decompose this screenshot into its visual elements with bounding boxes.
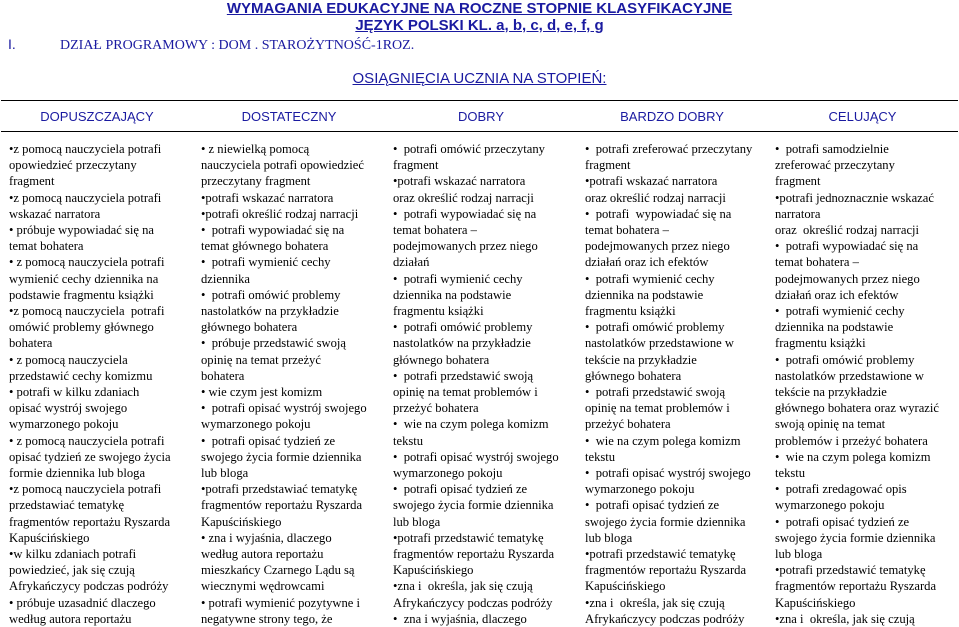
grade-header-row [1,101,958,132]
grade-header-celujacy: CELUJĄCY [767,101,958,132]
requirements-table [1,100,958,627]
document-title: WYMAGANIA EDUKACYJNE NA ROCZNE STOPNIE KLASYFIKACYJNE [0,0,959,17]
grade-header-dopuszczajacy: DOPUSZCZAJĄCY [1,101,193,132]
requirements-text: • potrafi zreferować przeczytany fragment •potrafi wskazać narratora oraz określić rodzaj narracji • potrafi wypowiadać się na temat bohatera – podejmowanych przez niego działań oraz ich efektów • potrafi wymienić cechy dziennika na podstawie fragmentu książki • potrafi omówić problemy nastolatków przedstawione w tekście na przykładzie głównego bohatera • potrafi przedstawić swoją opinię na temat problemów i przeżyć bohatera • wie na czym polega komizm tekstu • potrafi opisać wystrój swojego wymarzonego pokoju • potrafi opisać tydzień ze swojego życia formie dziennika lub bloga •potrafi przedstawić tematykę fragmentów reportażu Ryszarda Kapuścińskiego •zna i określa, jak się czują Afrykańczycy podczas podróży [585,141,763,627]
requirements-dostateczny [193,132,385,627]
section-text: DZIAŁ PROGRAMOWY : DOM . STAROŻYTNOŚĆ-1ROZ. [60,38,414,53]
requirements-text: • potrafi samodzielnie zreferować przeczytany fragment •potrafi jednoznacznie wskazać narratora oraz określić rodzaj narracji • potrafi wypowiadać się na temat bohatera – podejmowanych przez niego działań oraz ich efektów • potrafi wymienić cechy dziennika na podstawie fragmentu książki • potrafi omówić problemy nastolatków przedstawione w tekście na przykładzie głównego bohatera oraz wyrazić swoją opinię na temat problemów i przeżyć bohatera • wie na czym polega komizm tekstu • potrafi zredagować opis wymarzonego pokoju • potrafi opisać tydzień ze swojego życia formie dziennika lub bloga •potrafi przedstawić tematykę fragmentów reportażu Ryszarda Kapuścińskiego •zna i określa, jak się czują [775,141,954,627]
achievements-subtitle: OSIĄGNIĘCIA UCZNIA NA STOPIEŃ: [0,70,959,87]
grade-header-dobry: DOBRY [385,101,577,132]
requirements-text: • z niewielką pomocą nauczyciela potrafi opowiedzieć przeczytany fragment •potrafi wskazać narratora •potrafi określić rodzaj narracji • potrafi wypowiadać się na temat głównego bohatera • potrafi wymienić cechy dziennika • potrafi omówić problemy nastolatków na przykładzie głównego bohatera • próbuje przedstawić swoją opinię na temat przeżyć bohatera • wie czym jest komizm • potrafi opisać wystrój swojego wymarzonego pokoju • potrafi opisać tydzień ze swojego życia formie dziennika lub bloga •potrafi przedstawiać tematykę fragmentów reportażu Ryszarda Kapuścińskiego • zna i wyjaśnia, dlaczego według autora reportażu mieszkańcy Czarnego Lądu są wiecznymi wędrowcami • potrafi wymienić pozytywne i negatywne strony tego, że [201,141,381,627]
section-number: I. [8,36,60,52]
requirements-celujacy [767,132,958,627]
section-heading [8,36,414,54]
grade-header-bardzo-dobry: BARDZO DOBRY [577,101,767,132]
requirements-bardzo-dobry [577,132,767,627]
requirements-text: • potrafi omówić przeczytany fragment •potrafi wskazać narratora oraz określić rodzaj narracji • potrafi wypowiadać się na temat bohatera – podejmowanych przez niego działań • potrafi wymienić cechy dziennika na podstawie fragmentu książki • potrafi omówić problemy nastolatków na przykładzie głównego bohatera • potrafi przedstawić swoją opinię na temat problemów i przeżyć bohatera • wie na czym polega komizm tekstu • potrafi opisać wystrój swojego wymarzonego pokoju • potrafi opisać tydzień ze swojego życia formie dziennika lub bloga •potrafi przedstawić tematykę fragmentów reportażu Ryszarda Kapuścińskiego •zna i określa, jak się czują Afrykańczycy podczas podróży • zna i wyjaśnia, dlaczego [393,141,573,627]
document-subject: JĘZYK POLSKI KL. a, b, c, d, e, f, g [0,17,959,34]
requirements-row [1,132,958,627]
requirements-text: •z pomocą nauczyciela potrafi opowiedzieć przeczytany fragment •z pomocą nauczyciela potrafi wskazać narratora • próbuje wypowiadać się na temat bohatera • z pomocą nauczyciela potrafi wymienić cechy dziennika na podstawie fragmentu książki •z pomocą nauczyciela potrafi omówić problemy głównego bohatera • z pomocą nauczyciela przedstawić cechy komizmu • potrafi w kilku zdaniach opisać wystrój swojego wymarzonego pokoju • z pomocą nauczyciela potrafi opisać tydzień ze swojego życia formie dziennika lub bloga •z pomocą nauczyciela potrafi przedstawiać tematykę fragmentów reportażu Ryszarda Kapuścińskiego •w kilku zdaniach potrafi powiedzieć, jak się czują Afrykańczycy podczas podróży • próbuje uzasadnić dlaczego według autora reportażu [9,141,189,627]
requirements-dopuszczajacy [1,132,193,627]
requirements-dobry [385,132,577,627]
grade-header-dostateczny: DOSTATECZNY [193,101,385,132]
